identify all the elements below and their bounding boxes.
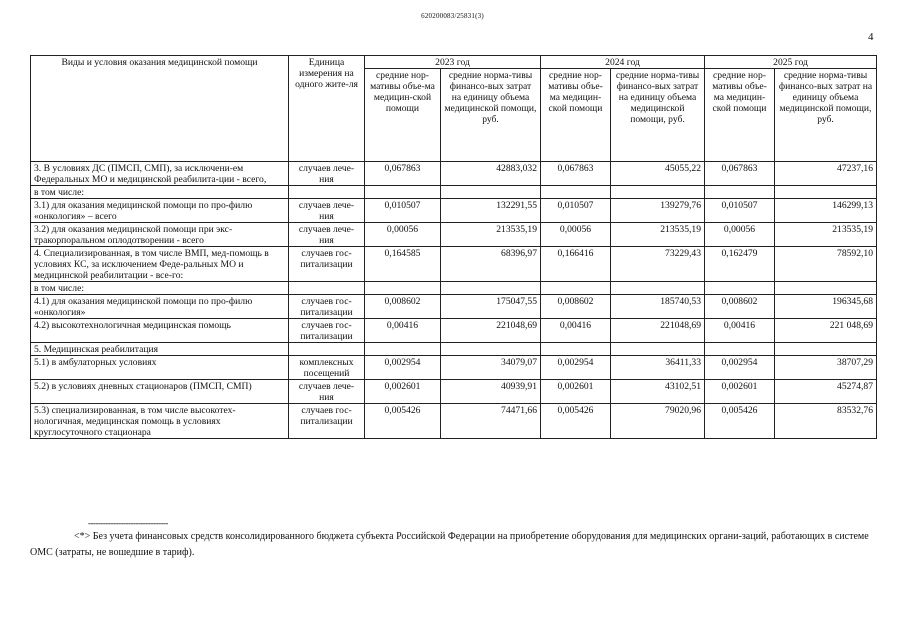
section-row	[31, 186, 877, 199]
section-label: 5. Медицинская реабилитация	[31, 343, 289, 356]
volume-value: 0,162479	[705, 247, 775, 282]
volume-value: 0,005426	[365, 404, 441, 439]
header-year-2025: 2025 год	[705, 56, 877, 69]
cost-value: 213535,19	[775, 223, 877, 247]
header-type-of-care: Виды и условия оказания медицинской помощи	[31, 56, 289, 162]
empty-cell	[365, 282, 441, 295]
empty-cell	[705, 343, 775, 356]
empty-cell	[775, 282, 877, 295]
table-row	[31, 404, 877, 439]
empty-cell	[365, 186, 441, 199]
norms-table	[30, 55, 877, 439]
cost-value: 221048,69	[441, 319, 541, 343]
volume-value: 0,067863	[705, 162, 775, 186]
section-label: в том числе:	[31, 282, 289, 295]
row-label: 3. В условиях ДС (ПМСП, СМП), за исключени-ем Федеральных МО и медицинской реабилита-ции - всего,	[31, 162, 289, 186]
cost-value: 139279,76	[611, 199, 705, 223]
volume-value: 0,067863	[365, 162, 441, 186]
empty-cell	[541, 343, 611, 356]
volume-value: 0,00416	[705, 319, 775, 343]
section-row	[31, 282, 877, 295]
table-row	[31, 199, 877, 223]
cost-value: 175047,55	[441, 295, 541, 319]
cost-value: 78592,10	[775, 247, 877, 282]
cost-value: 74471,66	[441, 404, 541, 439]
header-cost-2023: средние норма-тивы финансо-вых затрат на единицу объема медицинской помощи, руб.	[441, 69, 541, 162]
cost-value: 42883,032	[441, 162, 541, 186]
cost-value: 68396,97	[441, 247, 541, 282]
volume-value: 0,00056	[365, 223, 441, 247]
volume-value: 0,00056	[541, 223, 611, 247]
row-unit: случаев лече-ния	[289, 380, 365, 404]
row-unit: случаев гос-питализации	[289, 404, 365, 439]
cost-value: 34079,07	[441, 356, 541, 380]
cost-value: 38707,29	[775, 356, 877, 380]
empty-cell	[611, 282, 705, 295]
row-unit: случаев лече-ния	[289, 162, 365, 186]
volume-value: 0,005426	[541, 404, 611, 439]
cost-value: 73229,43	[611, 247, 705, 282]
empty-cell	[441, 282, 541, 295]
empty-cell	[611, 343, 705, 356]
empty-cell	[441, 343, 541, 356]
table-row	[31, 162, 877, 186]
empty-cell	[611, 186, 705, 199]
section-row	[31, 343, 877, 356]
row-unit: случаев гос-питализации	[289, 319, 365, 343]
row-label: 5.1) в амбулаторных условиях	[31, 356, 289, 380]
row-label: 5.3) специализированная, в том числе высокотех-нологичная, медицинская помощь в условиях круглосуточного стационара	[31, 404, 289, 439]
volume-value: 0,00416	[365, 319, 441, 343]
table-row	[31, 223, 877, 247]
volume-value: 0,002601	[365, 380, 441, 404]
row-label: 3.1) для оказания медицинской помощи по про-филю «онкология» – всего	[31, 199, 289, 223]
page-number: 4	[868, 31, 874, 43]
volume-value: 0,002601	[705, 380, 775, 404]
row-unit: случаев гос-питализации	[289, 247, 365, 282]
row-label: 4. Специализированная, в том числе ВМП, мед-помощь в условиях КС, за исключением Феде-ральных МО и медицинской реабилитации - все-го:	[31, 247, 289, 282]
volume-value: 0,00416	[541, 319, 611, 343]
table-row	[31, 319, 877, 343]
header-unit: Единица измерения на одного жите-ля	[289, 56, 365, 162]
footnote-text: <*> Без учета финансовых средств консолидированного бюджета субъекта Российской Федерации на приобретение оборудования для медицинских органи-заций, работающих в системе ОМС (затраты, не вошедшие в тариф).	[30, 531, 869, 558]
volume-value: 0,067863	[541, 162, 611, 186]
volume-value: 0,002954	[365, 356, 441, 380]
volume-value: 0,002954	[705, 356, 775, 380]
table-row	[31, 380, 877, 404]
footnote-separator: --------------------------------	[88, 518, 168, 528]
header-cost-2024: средние норма-тивы финансо-вых затрат на единицу объема медицинской помощи, руб.	[611, 69, 705, 162]
header-year-2023: 2023 год	[365, 56, 541, 69]
header-year-2024: 2024 год	[541, 56, 705, 69]
header-row-years	[31, 56, 877, 69]
empty-cell	[541, 186, 611, 199]
volume-value: 0,008602	[365, 295, 441, 319]
cost-value: 43102,51	[611, 380, 705, 404]
cost-value: 213535,19	[611, 223, 705, 247]
header-volume-2023: средние нор-мативы объе-ма медицин-ской помощи	[365, 69, 441, 162]
table-row	[31, 247, 877, 282]
volume-value: 0,166416	[541, 247, 611, 282]
cost-value: 45274,87	[775, 380, 877, 404]
volume-value: 0,008602	[705, 295, 775, 319]
cost-value: 45055,22	[611, 162, 705, 186]
empty-cell	[705, 282, 775, 295]
cost-value: 221048,69	[611, 319, 705, 343]
empty-cell	[541, 282, 611, 295]
volume-value: 0,010507	[541, 199, 611, 223]
volume-value: 0,008602	[541, 295, 611, 319]
row-label: 5.2) в условиях дневных стационаров (ПМСП, СМП)	[31, 380, 289, 404]
row-label: 4.2) высокотехнологичная медицинская помощь	[31, 319, 289, 343]
document-id: 620200083/25831(3)	[421, 12, 484, 20]
cost-value: 146299,13	[775, 199, 877, 223]
volume-value: 0,00056	[705, 223, 775, 247]
cost-value: 47237,16	[775, 162, 877, 186]
row-label: 4.1) для оказания медицинской помощи по про-филю «онкология»	[31, 295, 289, 319]
header-volume-2024: средние нор-мативы объе-ма медицин-ской помощи	[541, 69, 611, 162]
row-label: 3.2) для оказания медицинской помощи при экс-тракорпоральном оплодотворении - всего	[31, 223, 289, 247]
volume-value: 0,164585	[365, 247, 441, 282]
cost-value: 36411,33	[611, 356, 705, 380]
volume-value: 0,002601	[541, 380, 611, 404]
empty-cell	[365, 343, 441, 356]
row-unit: случаев лече-ния	[289, 199, 365, 223]
empty-cell	[705, 186, 775, 199]
empty-cell	[289, 343, 365, 356]
header-volume-2025: средние нор-мативы объе-ма медицин-ской помощи	[705, 69, 775, 162]
header-cost-2025: средние норма-тивы финансо-вых затрат на единицу объема медицинской помощи, руб.	[775, 69, 877, 162]
table-row	[31, 295, 877, 319]
empty-cell	[775, 343, 877, 356]
cost-value: 221 048,69	[775, 319, 877, 343]
volume-value: 0,010507	[365, 199, 441, 223]
row-unit: случаев гос-питализации	[289, 295, 365, 319]
cost-value: 40939,91	[441, 380, 541, 404]
empty-cell	[289, 186, 365, 199]
volume-value: 0,010507	[705, 199, 775, 223]
empty-cell	[289, 282, 365, 295]
section-label: в том числе:	[31, 186, 289, 199]
table-row	[31, 356, 877, 380]
cost-value: 213535,19	[441, 223, 541, 247]
cost-value: 132291,55	[441, 199, 541, 223]
volume-value: 0,002954	[541, 356, 611, 380]
empty-cell	[441, 186, 541, 199]
cost-value: 79020,96	[611, 404, 705, 439]
cost-value: 185740,53	[611, 295, 705, 319]
empty-cell	[775, 186, 877, 199]
cost-value: 196345,68	[775, 295, 877, 319]
volume-value: 0,005426	[705, 404, 775, 439]
cost-value: 83532,76	[775, 404, 877, 439]
row-unit: случаев лече-ния	[289, 223, 365, 247]
row-unit: комплексных посещений	[289, 356, 365, 380]
